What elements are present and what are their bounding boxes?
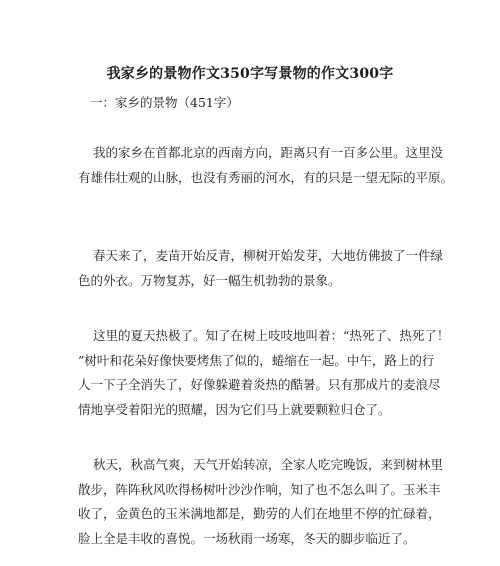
paragraph-line: 情地享受着阳光的照耀，因为它们马上就要颗粒归仓了。 bbox=[78, 401, 391, 417]
paragraph-line: 收了，金黄色的玉米满地都是，勤劳的人们在地里不停的忙碌着， bbox=[78, 506, 441, 521]
paragraph-line: 我的家乡在首都北京的西南方向，距离只有一百多公里。这里没 bbox=[93, 145, 444, 160]
paragraph-autumn bbox=[78, 453, 444, 551]
section-heading: 一：家乡的景物（451字） bbox=[90, 95, 239, 110]
paragraph-summer bbox=[78, 324, 450, 422]
paragraph-line: 有雄伟壮观的山脉，也没有秀丽的河水，有的只是一望无际的平原。 bbox=[78, 169, 454, 185]
paragraph-line: 人一下子全消失了，好像躲避着炎热的酷暑。只有那成片的麦浪尽 bbox=[78, 377, 441, 392]
paragraph-spring bbox=[78, 244, 444, 293]
paragraph-line: 脸上全是丰收的喜悦。一场秋雨一场寒，冬天的脚步临近了。 bbox=[78, 530, 416, 546]
paragraph-line: 这里的夏天热极了。知了在树上吱吱地叫着：“热死了、热死了！ bbox=[93, 328, 450, 343]
paragraph-line: 色的外衣。万物复苏，好一幅生机勃勃的景象。 bbox=[78, 272, 341, 288]
paragraph-line: 春天来了，麦苗开始反青，柳树开始发芽，大地仿佛披了一件绿 bbox=[93, 248, 444, 263]
paragraph-line: 秋天，秋高气爽，天气开始转凉，全家人吃完晚饭，来到树林里 bbox=[93, 457, 444, 472]
document-title: 我家乡的景物作文350字写景物的作文300字 bbox=[106, 66, 394, 82]
paragraph-line: 散步，阵阵秋风吹得杨树叶沙沙作响，知了也不怎么叫了。玉米丰 bbox=[78, 481, 441, 497]
paragraph-hometown-location bbox=[78, 141, 454, 190]
paragraph-line: ”树叶和花朵好像快要烤焦了似的，蜷缩在一起。中午，路上的行 bbox=[78, 352, 435, 368]
